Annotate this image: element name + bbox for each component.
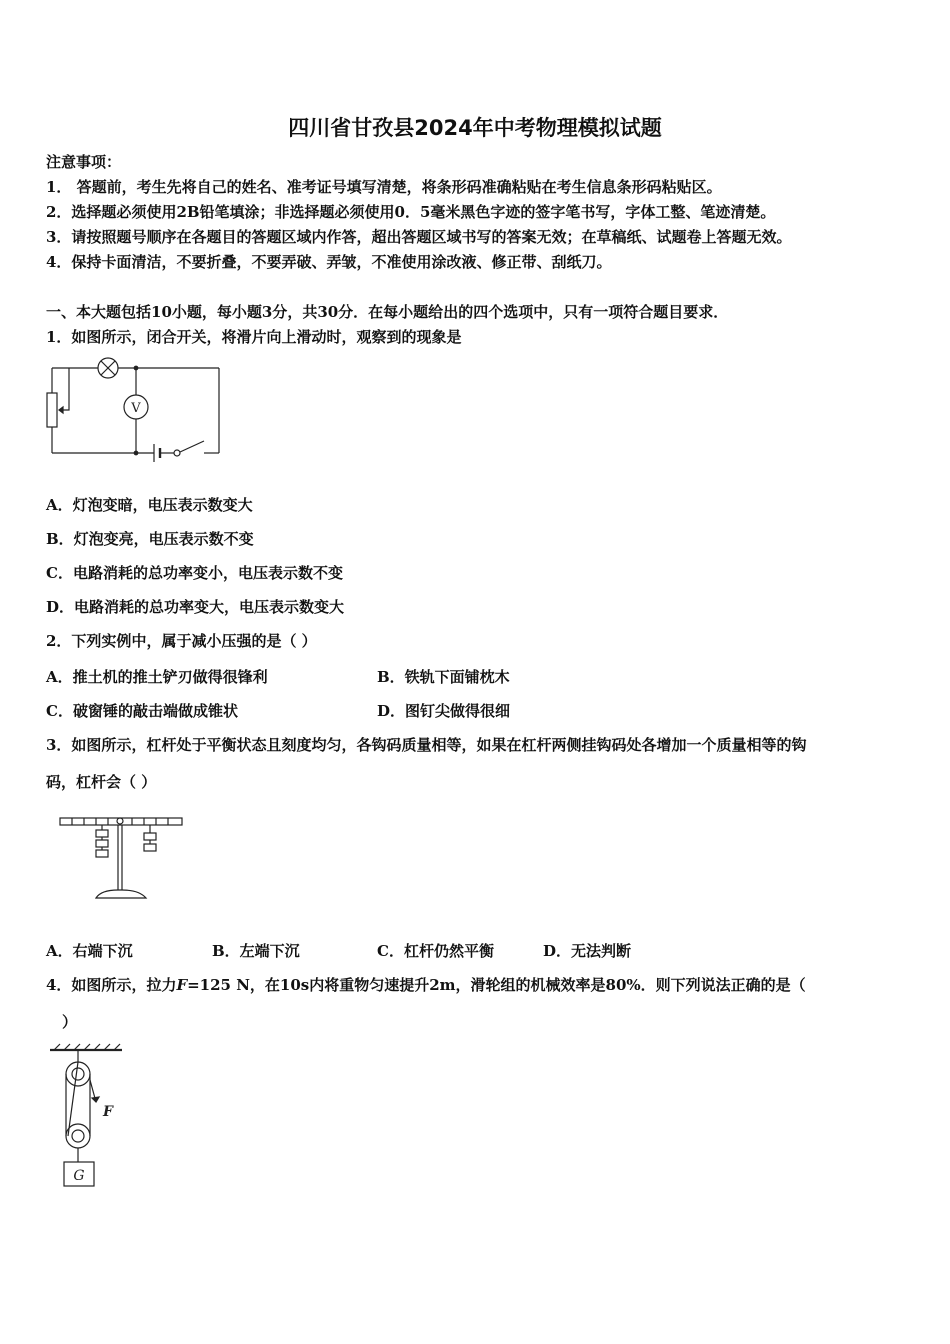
q2-option-d: D．图钉尖做得很细 bbox=[377, 702, 511, 720]
lever-diagram bbox=[56, 808, 188, 908]
q2-option-a: A．推土机的推土铲刃做得很锋利 bbox=[46, 668, 268, 686]
fulcrum-icon bbox=[117, 818, 123, 824]
q3-option-c: C．杠杆仍然平衡 bbox=[377, 942, 494, 960]
q4-stem bbox=[46, 975, 806, 995]
left-weight bbox=[96, 840, 108, 847]
switch-icon bbox=[174, 450, 180, 456]
q3-stem-line2: 码，杠杆会（ ） bbox=[46, 773, 157, 791]
q1-option-c: C．电路消耗的总功率变小，电压表示数不变 bbox=[46, 564, 343, 582]
q1-option-b: B．灯泡变亮，电压表示数不变 bbox=[46, 530, 254, 548]
voltmeter-label: V bbox=[131, 401, 141, 416]
rheostat-icon bbox=[47, 393, 57, 427]
q1-option-d: D．电路消耗的总功率变大，电压表示数变大 bbox=[46, 598, 345, 616]
weight-label: G bbox=[73, 1168, 85, 1184]
q2-option-b: B．铁轨下面铺枕木 bbox=[377, 668, 510, 686]
q2-stem: 2．下列实例中，属于减小压强的是（ ） bbox=[46, 632, 317, 650]
notice-item-2: 2．选择题必须使用2B铅笔填涂；非选择题必须使用0．5毫米黑色字迹的签字笔书写，字体工整、笔迹清楚。 bbox=[46, 203, 776, 221]
q3-option-b: B．左端下沉 bbox=[212, 942, 300, 960]
section-heading: 一、本大题包括10小题，每小题3分，共30分．在每小题给出的四个选项中，只有一项符合题目要求． bbox=[46, 303, 729, 321]
q4-stem-suffix: =125 N，在10s内将重物匀速提升2m，滑轮组的机械效率是80%．则下列说法正确的是（ bbox=[187, 976, 806, 994]
notice-item-1: 1． 答题前，考生先将自己的姓名、准考证号填写清楚，将条形码准确粘贴在考生信息条形码粘贴区。 bbox=[46, 178, 722, 196]
right-weight bbox=[144, 833, 156, 840]
force-arrow-icon bbox=[92, 1097, 99, 1102]
left-weight bbox=[96, 830, 108, 837]
left-weight bbox=[96, 850, 108, 857]
q1-stem: 1．如图所示，闭合开关，将滑片向上滑动时，观察到的现象是 bbox=[46, 328, 462, 346]
q4-stem-line2: ） bbox=[62, 1013, 78, 1031]
q3-option-a: A．右端下沉 bbox=[46, 942, 133, 960]
q3-stem-line1: 3．如图所示，杠杆处于平衡状态且刻度均匀，各钩码质量相等，如果在杠杆两侧挂钩码处各增加一个质量相等的钩 bbox=[46, 736, 807, 754]
q4-force-symbol: F bbox=[176, 976, 188, 994]
notice-heading: 注意事项： bbox=[46, 153, 122, 171]
notice-item-4: 4．保持卡面清洁，不要折叠，不要弄破、弄皱，不准使用涂改液、修正带、刮纸刀。 bbox=[46, 253, 612, 271]
circuit-diagram bbox=[44, 355, 229, 467]
notice-item-3: 3．请按照题号顺序在各题目的答题区域内作答，超出答题区域书写的答案无效；在草稿纸、试题卷上答题无效。 bbox=[46, 228, 792, 246]
pulley-diagram bbox=[44, 1040, 129, 1195]
q3-option-d: D．无法判断 bbox=[543, 942, 632, 960]
q1-option-a: A．灯泡变暗，电压表示数变大 bbox=[46, 496, 253, 514]
q2-option-c: C．破窗锤的敲击端做成锥状 bbox=[46, 702, 238, 720]
stand-base bbox=[96, 890, 146, 898]
page-title: 四川省甘孜县2024年中考物理模拟试题 bbox=[288, 116, 662, 140]
right-weight bbox=[144, 844, 156, 851]
q4-stem-prefix: 4．如图所示，拉力 bbox=[46, 976, 177, 994]
force-label: F bbox=[103, 1104, 113, 1120]
